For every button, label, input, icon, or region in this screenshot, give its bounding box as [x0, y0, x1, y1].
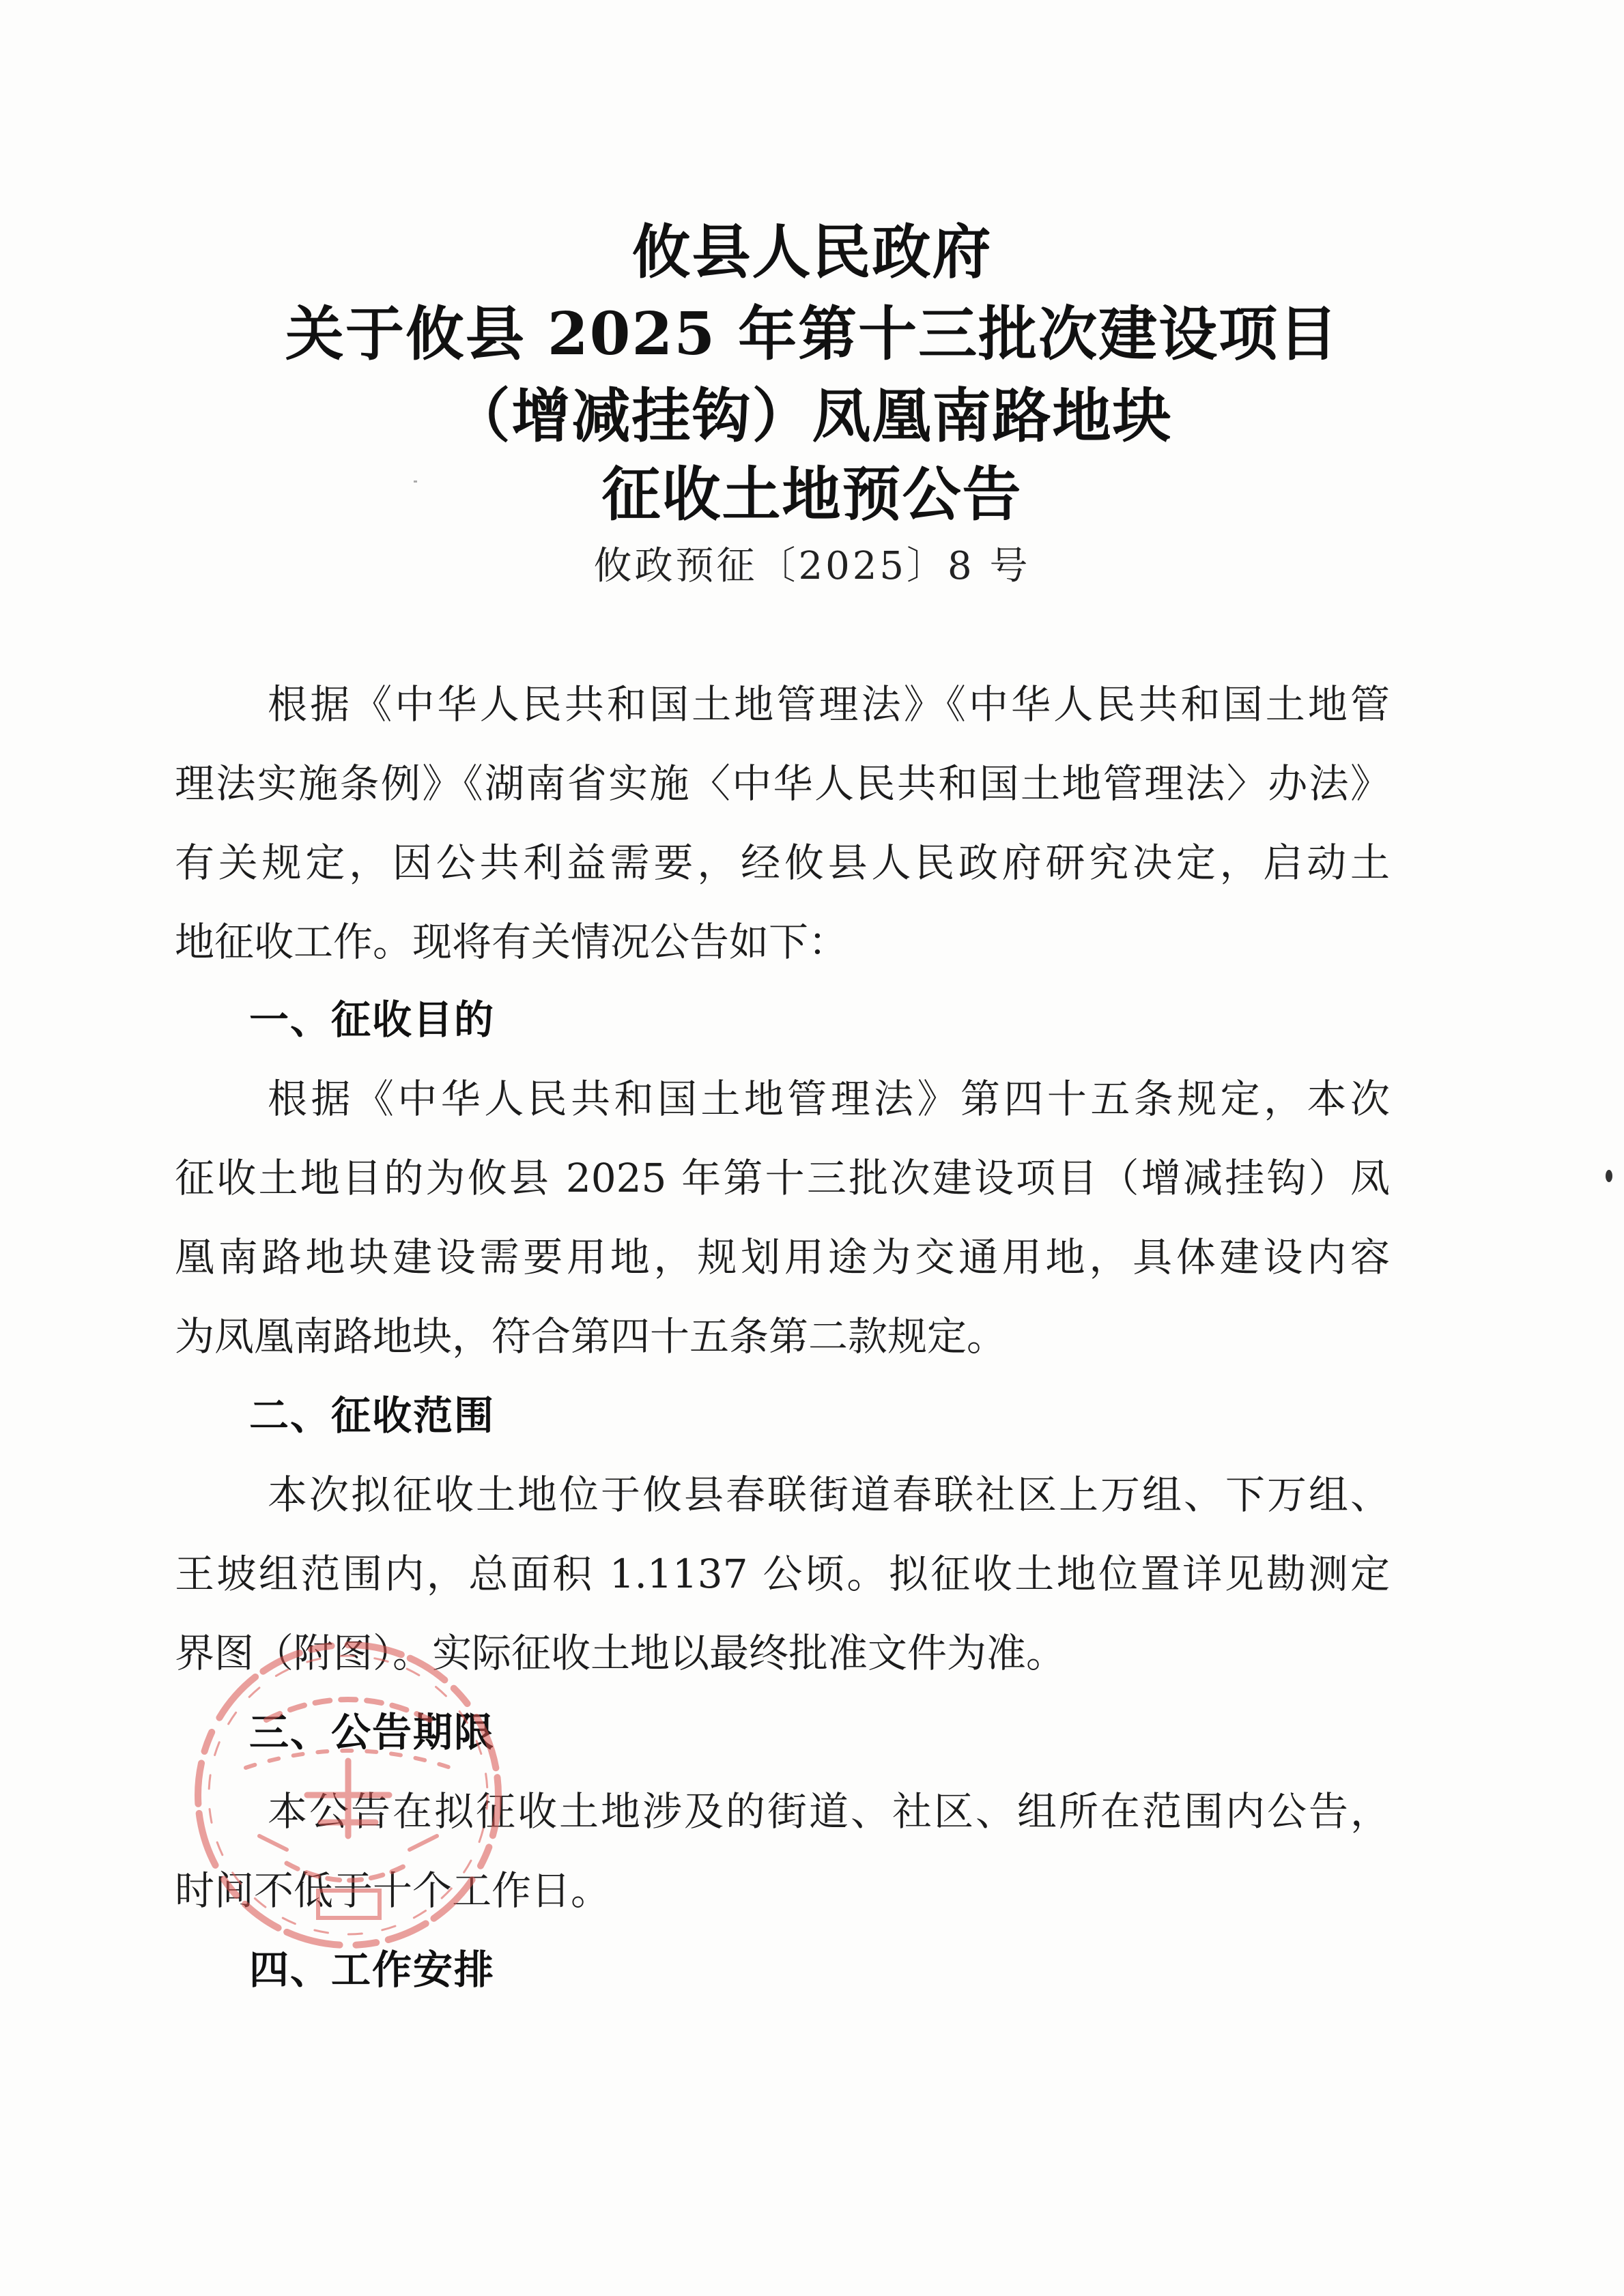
section-line: 界图（附图）。实际征收土地以最终批准文件为准。 [175, 1630, 1066, 1676]
intro-line: 地征收工作。现将有关情况公告如下： [175, 919, 849, 965]
section-line: 凰南路地块建设需要用地，规划用途为交通用地，具体建设内容 [175, 1234, 1390, 1280]
section-line: 为凤凰南路地块，符合第四十五条第二款规定。 [175, 1313, 1007, 1360]
section-line: 时间不低于十个工作日。 [175, 1867, 611, 1914]
section-line: 本公告在拟征收土地涉及的街道、社区、组所在范围内公告， [268, 1788, 1390, 1835]
document-number: 攸政预征〔2025〕8 号 [593, 544, 1031, 588]
section-line: 王坡组范围内，总面积 1.1137 公顷。拟征收土地位置详见勘测定 [175, 1551, 1390, 1597]
section-line: 本次拟征收土地位于攸县春联街道春联社区上万组、下万组、 [268, 1472, 1390, 1518]
title-line-1: 攸县人民政府 [631, 218, 993, 287]
section-heading: 二、征收范围 [249, 1392, 496, 1439]
section-heading: 一、征收目的 [249, 996, 496, 1043]
title-line-2: 关于攸县 2025 年第十三批次建设项目 [285, 300, 1339, 369]
scan-mark [1606, 1170, 1612, 1182]
section-heading: 四、工作安排 [249, 1947, 496, 1993]
intro-line: 根据《中华人民共和国土地管理法》《中华人民共和国土地管 [268, 681, 1390, 728]
intro-line: 有关规定，因公共利益需要，经攸县人民政府研究决定，启动土 [175, 840, 1390, 886]
title-line-3: （增减挂钩）凤凰南路地块 [451, 382, 1173, 450]
title-line-4: 征收土地预公告 [601, 460, 1023, 529]
section-line: 征收土地目的为攸县 2025 年第十三批次建设项目（增减挂钩）凤 [175, 1155, 1390, 1201]
section-line: 根据《中华人民共和国土地管理法》第四十五条规定，本次 [268, 1076, 1390, 1122]
section-heading: 三、公告期限 [249, 1709, 496, 1755]
intro-line: 理法实施条例》《湖南省实施〈中华人民共和国土地管理法〉办法》 [175, 760, 1390, 807]
